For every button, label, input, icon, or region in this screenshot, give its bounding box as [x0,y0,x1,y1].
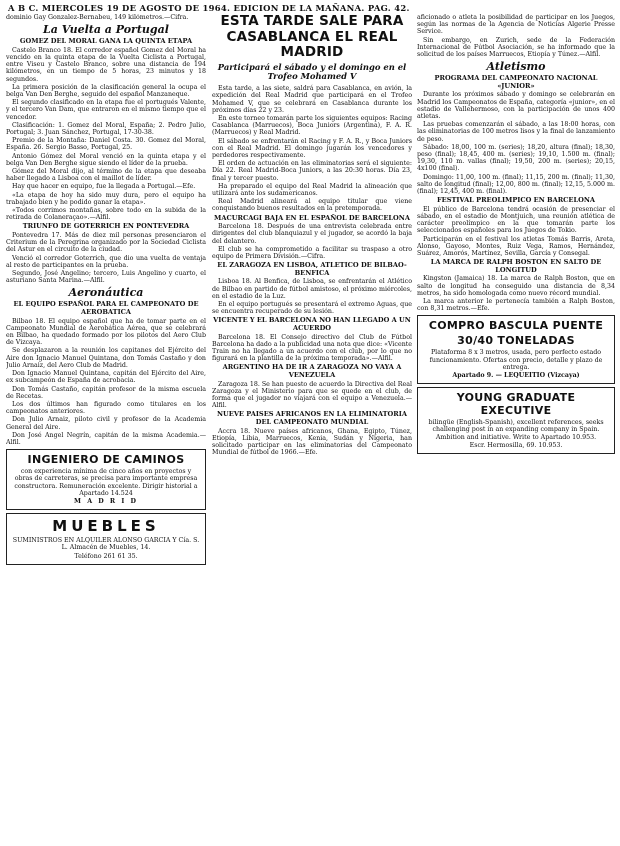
paragraph: Segundo, José Angelino; tercero, Luis Angelino y cuarto, el asturiano Santa Marina.—Alfil. [6,270,206,285]
paragraph: El público de Barcelona tendrá ocasión de presenciar el sábado, en el estadio de Montjuich, una reunión atlética de carácter preolímpico en la que tomarán parte los seleccionados españoles para los Juegos de Tokio. [417,205,615,235]
article-headline: ARGENTINO HA DE IR A ZARAGOZA NO VAYA A VENEZUELA [222,363,402,379]
paragraph: El segundo clasificado en la etapa fue el portugués Valente, y el tercero Van Dam, que entraron en el mismo tiempo que el vencedor. [6,99,206,121]
article-headline: NUEVE PAISES AFRICANOS EN LA ELIMINATORIA DEL CAMPEONATO MUNDIAL [217,410,407,426]
paragraph: La primera posición de la clasificación general la ocupa el belga Van Den Berghe, seguido del español Manzaneque. [6,83,206,99]
paragraph: Don Tomás Castaño, capitán profesor de la misma escuela de Recetas. [6,385,206,400]
classified-ad-executive [417,387,615,454]
classified-ad-engineer [6,449,206,510]
paragraph: El orden de actuación en las eliminatorias será el siguiente: Día 22. Real Madrid-Boca Juniors, a las 20:30 horas. Día 23, final y tercer puesto. [212,160,412,182]
paragraph: Ha preparado el equipo del Real Madrid la alineación que utilizará ante los sudamericanos. [212,182,412,197]
main-headline: ESTA TARDE SALE PARA CASABLANCA EL REAL MADRID [220,14,404,60]
section-heading: Atletismo [486,60,546,74]
paragraph: Bilbao 18. El equipo español que ha de tomar parte en el Campeonato Mundial de Aerobática Aérea, que se celebrará en Bilbao, ha quedado formado por los pilotos del Aero Club de Vizcaya. [6,317,206,347]
running-head: A B C. MIERCOLES 19 DE AGOSTO DE 1964. EDICION DE LA MAÑANA. PAG. 42. [8,3,410,13]
paragraph: Gómez del Moral dijo, al término de la etapa que deseaba haber llegado a Lisboa con el maillot de líder. [6,168,206,183]
paragraph: Venció el corredor Goterrich, que dio una vuelta de ventaja al resto de participantes en la prueba. [6,254,206,269]
paragraph: La marca anterior le pertenecía también a Ralph Boston, con 8,31 metros.—Efe. [417,298,615,313]
paragraph: El sábado se enfrentarán el Racing y F. A. R., y Boca Juniors con el Real Madrid. El domingo jugarán los vencedores y perdedores respectivamente. [212,137,412,159]
paragraph: Sábado: 18,00, 100 m. (series); 18,20, altura (final); 18,30, peso (final); 18,45, 400 m. (series); 19,10, 1.500 m. (final); 19,30, 110 m. vallas (final); 19,50, 200 m. (series); 20,15, 4x100 (final). [417,143,615,173]
ad-title: COMPRO BASCULA PUENTE [428,319,604,333]
paragraph: Pontevedra 17. Más de diez mil personas presenciaron el Criterium de la Peregrina organizado por la Sociedad Ciclista del Astur en el circuito de la ciudad. [6,232,206,254]
paragraph: Lisboa 18. Al Benfica, de Lisboa, se enfrentarán el Atlético de Bilbao en partido de fútbol amistoso, el próximo miércoles, en el estadio de la Luz. [212,278,412,300]
paragraph: Clasificación: 1. Gomez del Moral, España; 2. Pedro Julio, Portugal; 3. Juan Sánchez, Portugal, 17-30-38. [6,121,206,137]
ad-body: Plataforma 8 x 3 metros, usada, pero perfecto estado funcionamiento. Ofertas con precio, detalle y plazo de entrega. [429,349,603,371]
paragraph: «La etapa de hoy ha sido muy dura, pero el equipo ha trabajado bien y he podido ganar la etapa». [6,191,206,206]
ad-title: INGENIERO DE CAMINOS [27,453,185,467]
paragraph: Sin embargo, en Zurich, sede de la Federación Internacional de Fútbol Asociación, se ha informado que la solicitud de los países Marruecos, Etiopía y Túnez.—Alfil. [417,36,615,59]
section-heading: Aeronáutica [68,286,144,300]
classified-ad-scale [417,315,615,384]
main-subhead: Participará el sábado y el domingo en el Trofeo Mohamed V [217,61,407,82]
ad-contact: Escr. Hermosilla, 69. 10.953. [469,441,563,449]
paragraph: «Todos corrimos montañas, sobre todo en la subida de la retirada de Colaneraçao».—Alfil. [6,207,206,222]
paragraph: En este torneo tomarán parte los siguientes equipos: Racing Casablanca (Marruecos), Boca Juniors (Argentina), F. A. R. (Marruecos) y Real Madrid. [212,114,412,137]
paragraph: Barcelona 18. El Consejo directivo del Club de Fútbol Barcelona ha dado a la publicidad una nota que dice: «Vicente Train no ha llegado a un acuerdo con el club, por lo que no figurará en la plantilla de la próxima temporada».—Alfil. [212,333,412,363]
ad-subtitle: 30/40 TONELADAS [457,334,575,348]
classified-ad-furniture [6,513,206,565]
paragraph: Don José Angel Negrín, capitán de la misma Academia.—Alfil. [6,431,206,446]
article-headline: TRIUNFO DE GOTERRICH EN PONTEVEDRA [22,222,190,231]
paragraph: Don Julio Arnaiz, piloto civil y profesor de la Academia General del Aire. [6,416,206,431]
paragraph: Se desplazaron a la reunión los capitanes del Ejército del Aire don Ignacio Manuel Quintana, don Tomás Castaño y don Julio Arnaiz, del Aero Club de Madrid. [6,347,206,369]
paragraph: El club se ha comprometido a facilitar su traspaso a otro equipo de Primera División.—Cifra. [212,245,412,260]
ad-body: bilingüe (English-Spanish), excellent references, seeks challenging post in an expanding company in Spain. Ambition and initiative. Write to Apartado 10.953. [428,419,604,441]
paragraph: Accra 18. Nueve países africanos, Ghana, Egipto, Túnez, Etiopía, Libia, Marruecos, Kenia, Sudán y Nigeria, han solicitado participar en las eliminatorias del Campeonato Mundial de fútbol de 1966.—Efe. [212,427,412,457]
paragraph: Los dos últimos han figurado como titulares en los campeonatos anteriores. [6,400,206,416]
paragraph: Real Madrid alineará al equipo titular que viene conquistando buenos resultados en la pretemporada. [212,198,412,213]
paragraph: Castelo Branco 18. El corredor español Gomez del Moral ha vencido en la quinta etapa de la Vuelta Ciclista a Portugal, entre Viseu y Castelo Branco, sobre una distancia de 194 kilómetros, en un tiempo de 5 horas, 23 minutos y 18 segundos. [6,46,206,83]
paragraph: Las pruebas comenzarán el sábado, a las 18:00 horas, con las eliminatorias de 100 metros lisos y la final de lanzamiento de peso. [417,121,615,143]
article-headline: EL EQUIPO ESPAÑOL PARA EL CAMPEONATO DE AEROBATICA [13,300,199,317]
paragraph: Barcelona 18. Después de una entrevista celebrada entre dirigentes del club blanquiazul y el jugador, se acordó la baja del delantero. [212,223,412,245]
article-headline: FESTIVAL PREOLIMPICO EN BARCELONA [437,196,595,205]
article-headline: EL ZARAGOZA EN LISBOA, ATLETICO DE BILBAO-BENFICA [217,261,407,277]
paragraph: aficionado o atleta la posibilidad de participar en los Juegos, según las normas de la Agencia de Noticias Algerie Presse Service. [417,14,615,36]
column-2 [212,14,412,840]
article-headline: VICENTE Y EL BARCELONA NO HAN LLEGADO A UN ACUERDO [213,316,411,332]
ad-body: con experiencia mínima de cinco años en proyectos y obras de carreteras, se precisa para importante empresa constructora. Remuneración excelente. Dirigir historial a Apartado 14.524 [14,468,198,497]
article-headline: GOMEZ DEL MORAL GANA LA QUINTA ETAPA [19,37,193,46]
paragraph: En el equipo portugués se presentará el extremo Aguas, que se encuentra recuperado de su lesión. [212,300,412,316]
paragraph: Antonio Gómez del Moral venció en la quinta etapa y el belga Van Den Berghe sigue siendo el líder de la prueba. [6,152,206,167]
article-headline: MACURCAGI BAJA EN EL ESPAÑOL DE BARCELONA [214,213,410,222]
ad-body: SUMINISTROS EN ALQUILER ALONSO GARCIA Y Cía. S. L. Almacén de Muebles, 14. [12,537,200,552]
ad-title: MUEBLES [52,517,160,536]
ad-contact: Apartado 9. — LEQUEITIO (Vizcaya) [452,372,580,380]
paragraph: Esta tarde, a las siete, saldrá para Casablanca, en avión, la expedición del Real Madrid que participará en el Trofeo Mohamed V, que se celebrará en Casablanca durante los próximos días 22 y 23. [212,85,412,114]
article-headline: LA MARCA DE RALPH BOSTON EN SALTO DE LONGITUD [430,258,602,274]
paragraph: Hay que hacer en equipo, fue la llegada a Portugal.—Efe. [12,183,196,191]
column-3 [417,14,615,840]
paragraph: Kingston (Jamaica) 18. La marca de Ralph Boston, que en salto de longitud ha conseguido una distancia de 8,34 metros, ha sido homologada como nuevo récord mundial. [417,275,615,297]
paragraph: Premio de la Montaña: Daniel Costa. 30. Gomez del Moral, España. 26. Sergio Basso, Portugal, 25. [6,137,206,152]
paragraph: Zaragoza 18. Se han puesto de acuerdo la Directiva del Real Zaragoza y el Ministerio para que se quede en el club, de forma que el jugador no viajará con el equipo a Venezuela.—Alfil. [212,380,412,410]
ad-title: YOUNG GRADUATE EXECUTIVE [456,391,576,418]
paragraph: Participarán en el festival los atletas Tomás Barris, Areta, Alonso, Gayoso, Montes, Ruiz Vega, Ramos, Hernández, Suárez, Amorós, Martínez, Sevilla, García y Consegal. [417,235,615,258]
article-headline: PROGRAMA DEL CAMPEONATO NACIONAL «JUNIOR» [434,74,598,90]
paragraph: dominio Gay Gonzalez-Bernabeu, 149 kilómetros.—Cifra. [6,14,189,21]
column-1 [6,14,206,840]
ad-phone: Teléfono 261 61 35. [74,552,138,560]
section-heading: La Vuelta a Portugal [43,23,169,37]
paragraph: Domingo: 11,00, 100 m. (final); 11,15, 200 m. (final); 11,30, salto de longitud (final); 12,00, 800 m. (final); 12,15, 5.000 m. (final); 12,45, 400 m. (final). [417,173,615,196]
ad-city: M A D R I D [74,497,138,505]
paragraph: Don Ignacio Manuel Quintana, capitán del Ejército del Aire, ex subcampeón de España de acrobacia. [6,370,206,385]
paragraph: Durante los próximos sábado y domingo se celebrarán en Madrid los Campeonatos de España, categoría «junior», en el estadio de Vallehermoso, con la participación de unos 400 atletas. [417,91,615,121]
